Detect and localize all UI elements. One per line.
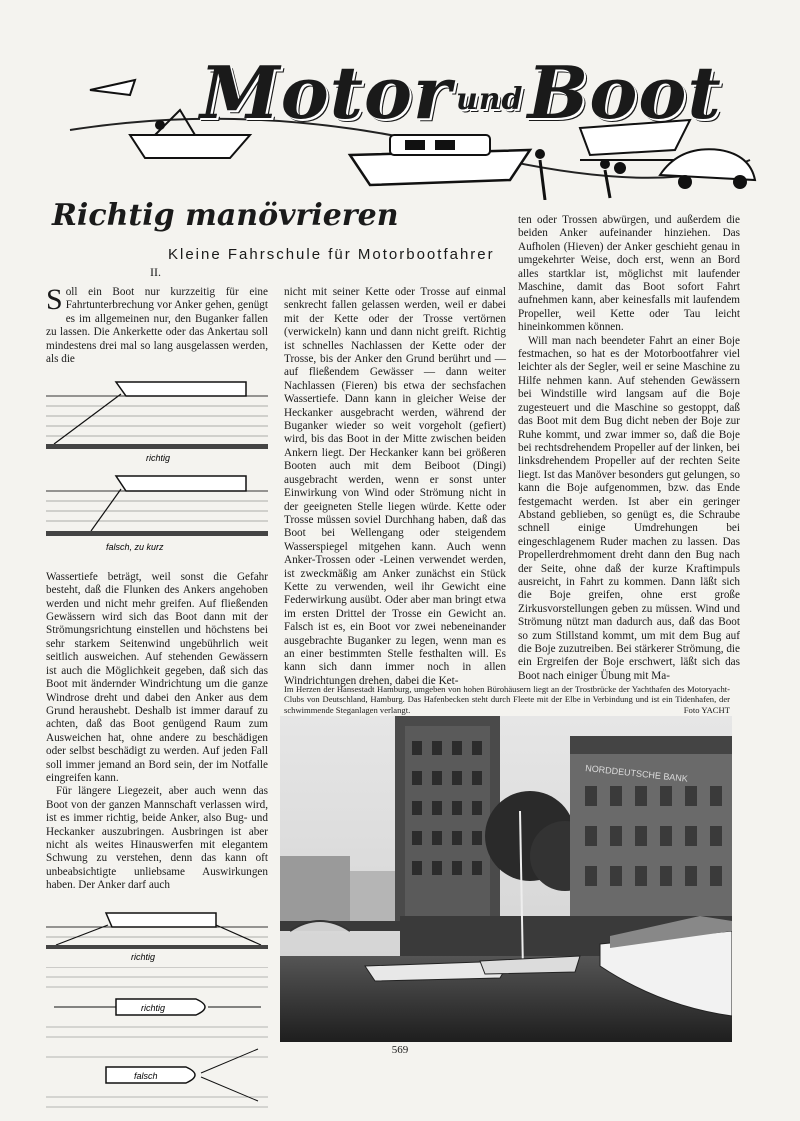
photo-caption xyxy=(284,684,730,715)
paragraph: Wassertiefe beträgt, weil sonst die Gefahr besteht, daß die Flunken des Ankers angehoben werden und nicht mehr greifen. Auf fließenden Gewässern wird sich das Boot dann mit der Strömungsrichtung einstellen und höchstens bei sehr starkem Seitenwind ungebührlich weit seitlich ausweichen. Auf stehenden Gewässern ist auch die Möglichkeit gegeben, daß sich das Boot mit ändernder Windrichtung um die ganze Windrose dreht und dabei den Anker aus dem Grund heraushebt. Deshalb ist immer darauf zu achten, daß das Boot genügend Raum zum Ausweichen hat, ohne andere zu beschädigen oder selbst beschädigt zu werden. Auf jeden Fall soll immer jemand an Bord sein, der im Notfalle eingreifen kann. xyxy=(46,570,268,784)
masthead-motor: Motor xyxy=(200,50,452,135)
diagram-label-correct: richtig xyxy=(131,951,156,962)
diagram-label-correct: richtig xyxy=(141,1003,166,1013)
paragraph-text: oll ein Boot nur kurzzeitig für eine Fahrtunterbrechung vor Anker gehen, genügt es im allgemeinen nur, den Buganker fallen zu lassen. Die Ankerkette oder das Ankertau soll mindestens drei mal so lang ausgelassen werden, als die xyxy=(46,286,268,366)
diagram-label-wrong: falsch, zu kurz xyxy=(106,542,164,553)
bank-sign: NORDDEUTSCHE BANK xyxy=(584,763,689,784)
anchor-diagram-2 xyxy=(46,903,268,963)
anchor-diagram-1 xyxy=(46,366,268,566)
paragraph: nicht mit seiner Kette oder Trosse auf einmal senkrecht fallen gelassen werden, weil er dabei mit der Kette oder der Trosse vertörnen (verwickeln) kann und dann nicht greift. Richtig ist schnelles Nachlassen der Kette oder der Trosse, bis der Anker den Grund berührt und — auf fließendem Gewässer — dann weiter Nachlassen (Fieren) bis etwa der sechsfachen Wassertiefe. Dann kann in gleicher Weise der Heckanker ausgebracht werden, während der Buganker wieder so weit vorgeholt (gefiert) wird, bis das Boot in der Mitte zwischen beiden Ankern liegt. Der Heckanker kann bei größeren Booten auch mit dem Beiboot (Dingi) ausgebracht werden, wenn er sonst unter Einwirkung von Wind oder Strömung nicht in der geeigneten Stelle liegen würde. Kette oder Trosse müssen soviel Durchhang haben, daß das Boot bei Wellengang oder steigendem Wasserspiegel mitgehen kann. Auch wenn Anker-Trossen oder -Leinen verwendet werden, ist zweckmäßig am Anker zunächst ein Stück Kette zu verwenden, weil ihr Gewicht eine Federwirkung ausübt. Oder aber man bringt etwa im ersten Drittel der Trosse ein Gewicht an. Falsch ist es, ein Boot vor zwei nebeneinander ausgebrachte Buganker zu legen, wenn man es an einer bestimmten Stelle festhalten will. Es kann sich dann immer noch in allen Windrichtungen drehen, dabei die Ket- xyxy=(284,286,506,687)
dropcap: S xyxy=(46,283,63,316)
paragraph: Für längere Liegezeit, aber auch wenn das Boot von der ganzen Mannschaft verlassen wird, ist es immer richtig, beide Anker, also Bug- und Heckanker auszubringen. Ausbringen ist aber nicht als weites Hinauswerfen mit elegantem Schwung zu verstehen, denn das kann oft unbeabsichtigte unliebsame Auswirkungen haben. Der Anker darf auch xyxy=(46,785,268,892)
diagram-label-correct: richtig xyxy=(146,453,171,464)
paragraph: ten oder Trossen abwürgen, und außerdem die beiden Anker aufeinander hinziehen. Das Aufholen (Hieven) der Anker geschieht genau in umgekehrter Weise, doch erst, wenn an Bord alles startklar ist, möglichst mit laufender Maschine, damit das Boot sofort Fahrt aufnehmen kann, aber keinesfalls mit laufendem Propeller, weil Kette oder Tau leicht hineinkommen können. xyxy=(518,214,740,334)
page-number: 569 xyxy=(391,1044,409,1056)
harbor-photo-image xyxy=(280,716,732,1042)
text-column-2 xyxy=(284,286,506,688)
masthead-title xyxy=(200,50,722,135)
text-column-3 xyxy=(518,214,740,683)
diagram-label-wrong: falsch xyxy=(134,1071,158,1081)
masthead xyxy=(60,40,760,200)
harbor-photo xyxy=(280,716,732,1042)
article-title: Richtig manövrieren xyxy=(52,198,399,233)
text-column-1 xyxy=(46,283,268,1121)
photo-credit: Foto YACHT xyxy=(683,704,730,715)
paragraph: Will man nach beendeter Fahrt an einer Boje festmachen, so hat es der Motorbootfahrer viel leichter als der Segler, weil er seine Maschine zu Hilfe nehmen kann. Auf stehenden Gewässern bei Windstille wird langsam auf die Boje zugesteuert und die Maschine so gestoppt, daß das Boot mit dem Bug dicht neben der Boje zur Ruhe kommt, und zwar immer so, daß die Boje bei rechtsdrehendem Propeller auf der linken, bei linksdrehendem Propeller auf der rechten Seite liegt. Ist das Manöver besonders gut gelungen, so kann die Boje aufgenommen, bzw. das Ende festgemacht werden. Ist aber ein geringer Abstand geblieben, so genügt es, die Schraube schnell einige Umdrehungen bei eingeschlagenem Ruder machen zu lassen. Das Propellerdrehmoment dreht dann den Bug nach der Seite, ohne daß der kurze Kraftimpuls ausreicht, in Fahrt zu kommen. Dann läßt sich die Boje greifen, ohne erst große Zirkusvorstellungen geben zu müssen. Wind und Strömung nützt man dadurch aus, daß das Boot so zum Stillstand kommt, um mit dem Bug auf die Boje zuzutreiben. Bei stärkerer Strömung, die ein Ergreifen der Boje erschwert, läßt sich das Boot nach einiger Übung mit Ma- xyxy=(518,334,740,682)
paragraph xyxy=(46,283,268,366)
masthead-und: und xyxy=(455,81,524,117)
photo-caption-text: Im Herzen der Hansestadt Hamburg, umgeben von hohen Bürohäusern liegt an der Trostbrücke der Yachthafen des Motoryacht-Clubs von Deutschland, Hamburg. Das Hafenbecken steht durch Fleete mit der Elbe in Verbindung und ist ein Tidenhafen, der schwimmende Steganlagen verlangt. xyxy=(284,684,730,715)
anchor-diagram-3 xyxy=(46,967,268,1117)
article-subtitle: Kleine Fahrschule für Motorbootfahrer xyxy=(168,246,495,263)
masthead-boot: Boot xyxy=(527,50,722,135)
article-part: II. xyxy=(150,265,161,279)
